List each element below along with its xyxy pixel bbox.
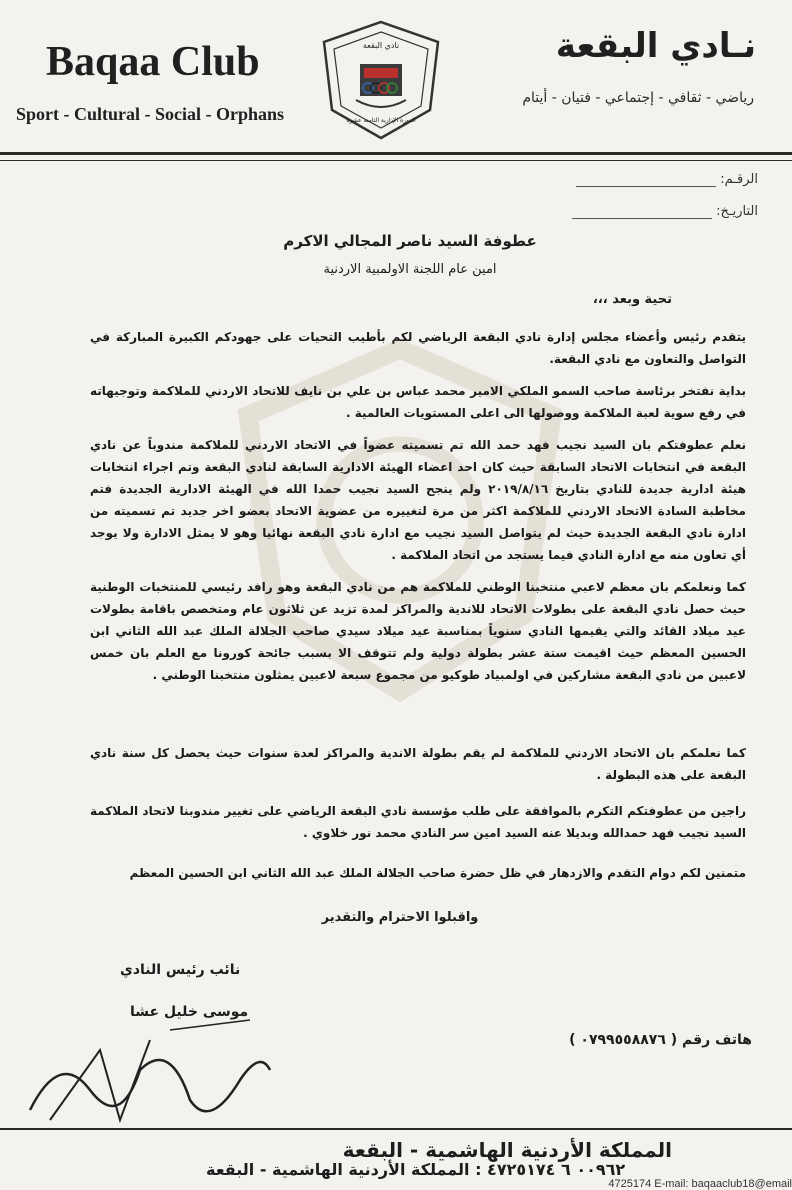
footer-divider xyxy=(0,1128,792,1130)
club-name-arabic: نـادي البقعة xyxy=(555,26,756,66)
paragraph-5: كما نعلمكم بان الاتحاد الاردني للملاكمة لم يقم بطولة الاندية والمراكز لعدة سنوات حيث يحصل كل سنة نادي البقعة على هذه البطولة . xyxy=(90,746,746,782)
date-line xyxy=(572,206,712,219)
paragraph-6: راجين من عطوفتكم التكرم بالموافقة على طلب مؤسسة نادي البقعة الرياضي على تغيير مندوبنا لاتحاد الملاكمة السيد نجيب فهد حمدالله وبديلا عنه السيد امين سر النادي محمد نور خلاوي . xyxy=(90,804,746,840)
footer-country: المملكة الأردنية الهاشمية - البقعة xyxy=(342,1138,672,1162)
header-divider-thick xyxy=(0,152,792,155)
logo-top-text: نادي البقعة xyxy=(362,41,400,50)
paragraph-2: بداية نفتخر برئاسة صاحب السمو الملكي الامير محمد عباس بن علي بن نايف للاتحاد الاردني للملاكمة وتوجيهاته في رفع سوية لعبة الملاكمة ووصولها الى اعلى المستويات العالمية . xyxy=(90,384,746,420)
handwritten-signature-icon xyxy=(20,1010,280,1130)
paragraph-1: يتقدم رئيس وأعضاء مجلس إدارة نادي البقعة الرياضي لكم بأطيب التحيات على جهودكم الكبيرة المباركة في التواصل والتعاون مع نادي البقعة. xyxy=(90,330,746,366)
footer-email: 4725174 E-mail: baqaaclub18@email xyxy=(608,1178,792,1190)
phone-number: هاتف رقم ( ٠٧٩٩٥٥٨٨٧٦ ) xyxy=(569,1032,752,1048)
date-label: التاريـخ: xyxy=(716,204,758,219)
greeting: تحية وبعد ،،، xyxy=(592,292,672,307)
addressee-position: امين عام اللجنة الاولمبية الاردنية xyxy=(323,262,497,277)
reference-number-field xyxy=(576,172,758,187)
footer-phone: ٠٠٩٦٢ ٦ ٤٧٢٥١٧٤ : المملكة الأردنية الهاشمية - البقعة xyxy=(206,1160,626,1179)
reference-number-line xyxy=(576,174,716,187)
date-field xyxy=(572,204,758,219)
paragraph-7: متمنين لكم دوام التقدم والازدهار في ظل حضرة صاحب الجلالة الملك عبد الله الثاني ابن الحسين المعظم xyxy=(129,866,746,880)
reference-number-label: الرقـم: xyxy=(720,172,758,187)
paragraph-4: كما ونعلمكم بان معظم لاعبي منتخبنا الوطني للملاكمة هم من نادي البقعة وهو رافد رئيسي للمنتخبات الوطنية حيث حصل نادي البقعة على بطولات الاتحاد للاندية والمراكز لمدة تزيد عن ثلاثون عام ومتخصص باقامة بطولات عيد ميلاد القائد والتي يقيمها النادي سنوياً بمناسبة عيد ميلاد سيدي صاحب الجلالة الملك عبد الله الثاني ابن الحسين المعظم حيث اقيمت ستة عشر بطولة دولية ولم تتوقف الا بسبب جائحة كورونا مع العلم بان خمس لاعبين من نادي البقعة مشاركين في اولمبياد طوكيو من مجموع سبعة لاعبين يمثلون منتخبنا الوطني . xyxy=(90,580,746,682)
club-logo-icon xyxy=(316,18,446,142)
club-tagline-english: Sport - Cultural - Social - Orphans xyxy=(16,104,285,124)
logo-bottom-text: الدورة الإدارية الثامنة عشرة xyxy=(346,117,416,124)
header-divider-thin xyxy=(0,160,792,161)
signatory-name: موسى خليل عشا xyxy=(130,1004,249,1020)
addressee-name: عطوفة السيد ناصر المجالي الاكرم xyxy=(283,232,537,250)
paragraph-3: نعلم عطوفتكم بان السيد نجيب فهد حمد الله تم تسميته عضواً في الاتحاد الاردني للملاكمة مندوباً عن نادي البقعة في انتخابات الاتحاد السابقة حيث كان احد اعضاء الهيئة الادارية السابقة لنادي البقعة وتم اجراء انتخابات هيئة ادارية جديدة للنادي بتاريخ ٢٠١٩/٨/١٦ ولم ينجح السيد نجيب حمدا الله في الهيئة الادارية الجديدة فتم مخاطبة السادة الاتحاد الاردني للملاكمة اكثر من مرة لتغييره من عضوية الاتحاد بعضو اخر جديد تم تسميته من ادارة نادي البقعة الجديدة حيث لم يتواصل السيد نجيب مع ادارة نادي البقعة نهائيا وهو لا يمثل الادارة ولا يوجد أي تعاون منه مع ادارة النادي فيما يستجد من اتحاد الملاكمة . xyxy=(90,438,746,562)
club-tagline-arabic: رياضي - ثقافي - إجتماعي - فتيان - أيتام xyxy=(522,90,754,106)
closing-line: واقبلوا الاحترام والتقدير xyxy=(321,910,479,925)
club-name-english: Baqaa Club xyxy=(46,39,260,85)
signatory-title: نائب رئيس النادي xyxy=(120,962,241,978)
